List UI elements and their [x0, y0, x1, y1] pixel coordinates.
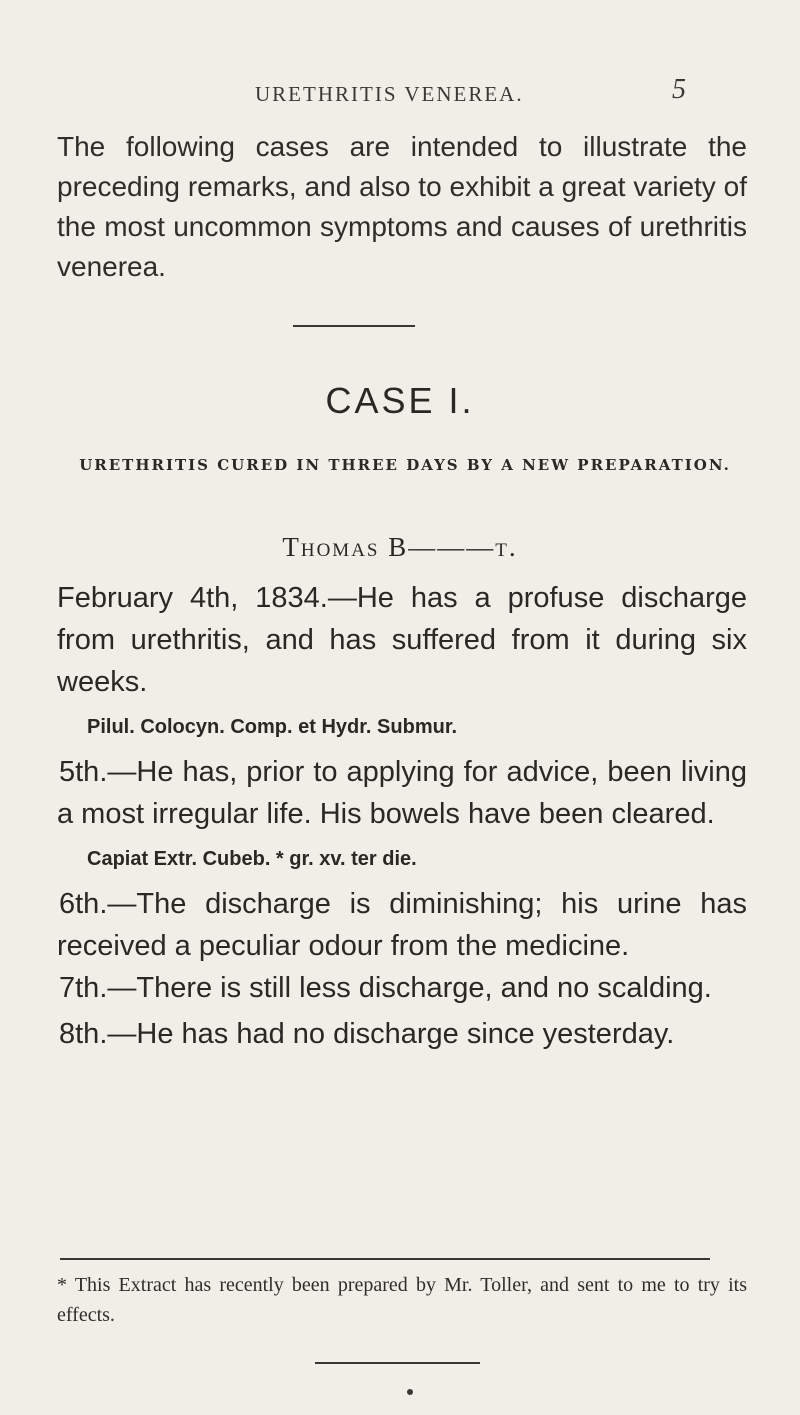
- case-heading: CASE I.: [325, 380, 475, 421]
- running-title: URETHRITIS VENEREA.: [255, 82, 524, 106]
- footnote: * This Extract has recently been prepared by Mr. Toller, and sent to me to try its effects.: [57, 1274, 747, 1326]
- intro-text: The following cases are intended to illustrate the preceding remarks, and also to exhibit a great variety of the most uncommon symptoms and causes of urethritis venerea.: [57, 131, 747, 282]
- section-divider: [293, 325, 415, 327]
- entry-feb-4: February 4th, 1834.—He has a profuse discharge from urethritis, and has suffered from it during six weeks.: [57, 582, 747, 698]
- entry-7th: 7th.—There is still less discharge, and no scalding.: [59, 972, 712, 1004]
- printer-mark: [407, 1389, 413, 1395]
- prescription-2: Capiat Extr. Cubeb. * gr. xv. ter die.: [87, 848, 417, 870]
- bottom-rule: [315, 1362, 480, 1364]
- case-subtitle: URETHRITIS CURED IN THREE DAYS BY A NEW PREPARATION.: [79, 456, 731, 474]
- intro-paragraph: [57, 127, 747, 287]
- patient-name: Thomas B———t.: [282, 532, 518, 562]
- entry-6th: 6th.—The discharge is diminishing; his urine has received a peculiar odour from the medicine.: [57, 888, 747, 962]
- entry-8th: 8th.—He has had no discharge since yesterday.: [59, 1018, 675, 1050]
- case-entries: [57, 577, 747, 1055]
- footnote-divider: [60, 1258, 710, 1260]
- entry-5th: 5th.—He has, prior to applying for advice, been living a most irregular life. His bowels have been cleared.: [57, 756, 747, 830]
- page-number: 5: [672, 74, 686, 105]
- prescription-1: Pilul. Colocyn. Comp. et Hydr. Submur.: [87, 716, 458, 738]
